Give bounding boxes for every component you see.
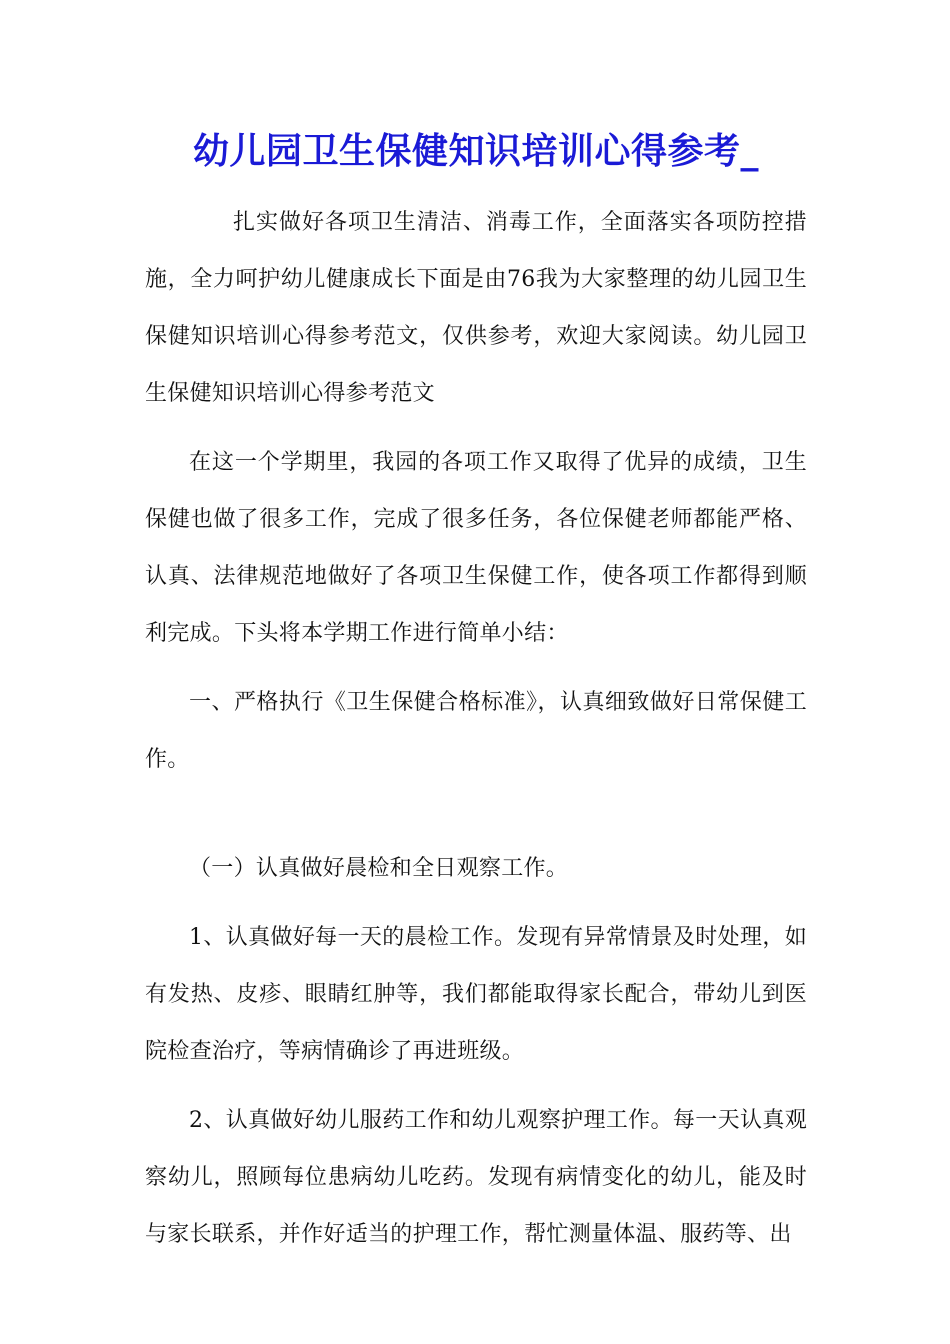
document-title: 幼儿园卫生保健知识培训心得参考_	[192, 130, 759, 172]
document-page	[145, 122, 807, 1275]
document-body	[145, 194, 807, 1263]
paragraph-intro: 扎实做好各项卫生清洁、消毒工作，全面落实各项防控措施，全力呵护幼儿健康成长下面是由76我为大家整理的幼儿园卫生保健知识培训心得参考范文，仅供参考，欢迎大家阅读。幼儿园卫生保健知识培训心得参考范文	[145, 210, 807, 406]
subsection-heading-one: （一）认真做好晨检和全日观察工作。	[189, 856, 569, 881]
list-item-medication-care: 2、认真做好幼儿服药工作和幼儿观察护理工作。每一天认真观察幼儿，照顾每位患病幼儿吃药。发现有病情变化的幼儿，能及时与家长联系，并作好适当的护理工作，帮忙测量体温、服药等、出	[145, 1108, 807, 1247]
paragraph-semester-summary: 在这一个学期里，我园的各项工作又取得了优异的成绩，卫生保健也做了很多工作，完成了很多任务，各位保健老师都能严格、认真、法律规范地做好了各项卫生保健工作，使各项工作都得到顺利完成。下头将本学期工作进行简单小结：	[145, 450, 807, 646]
section-heading-one: 一、严格执行《卫生保健合格标准》，认真细致做好日常保健工作。	[145, 690, 807, 772]
list-item-morning-check: 1、认真做好每一天的晨检工作。发现有异常情景及时处理，如有发热、皮疹、眼睛红肿等，我们都能取得家长配合，带幼儿到医院检查治疗，等病情确诊了再进班级。	[145, 925, 807, 1064]
